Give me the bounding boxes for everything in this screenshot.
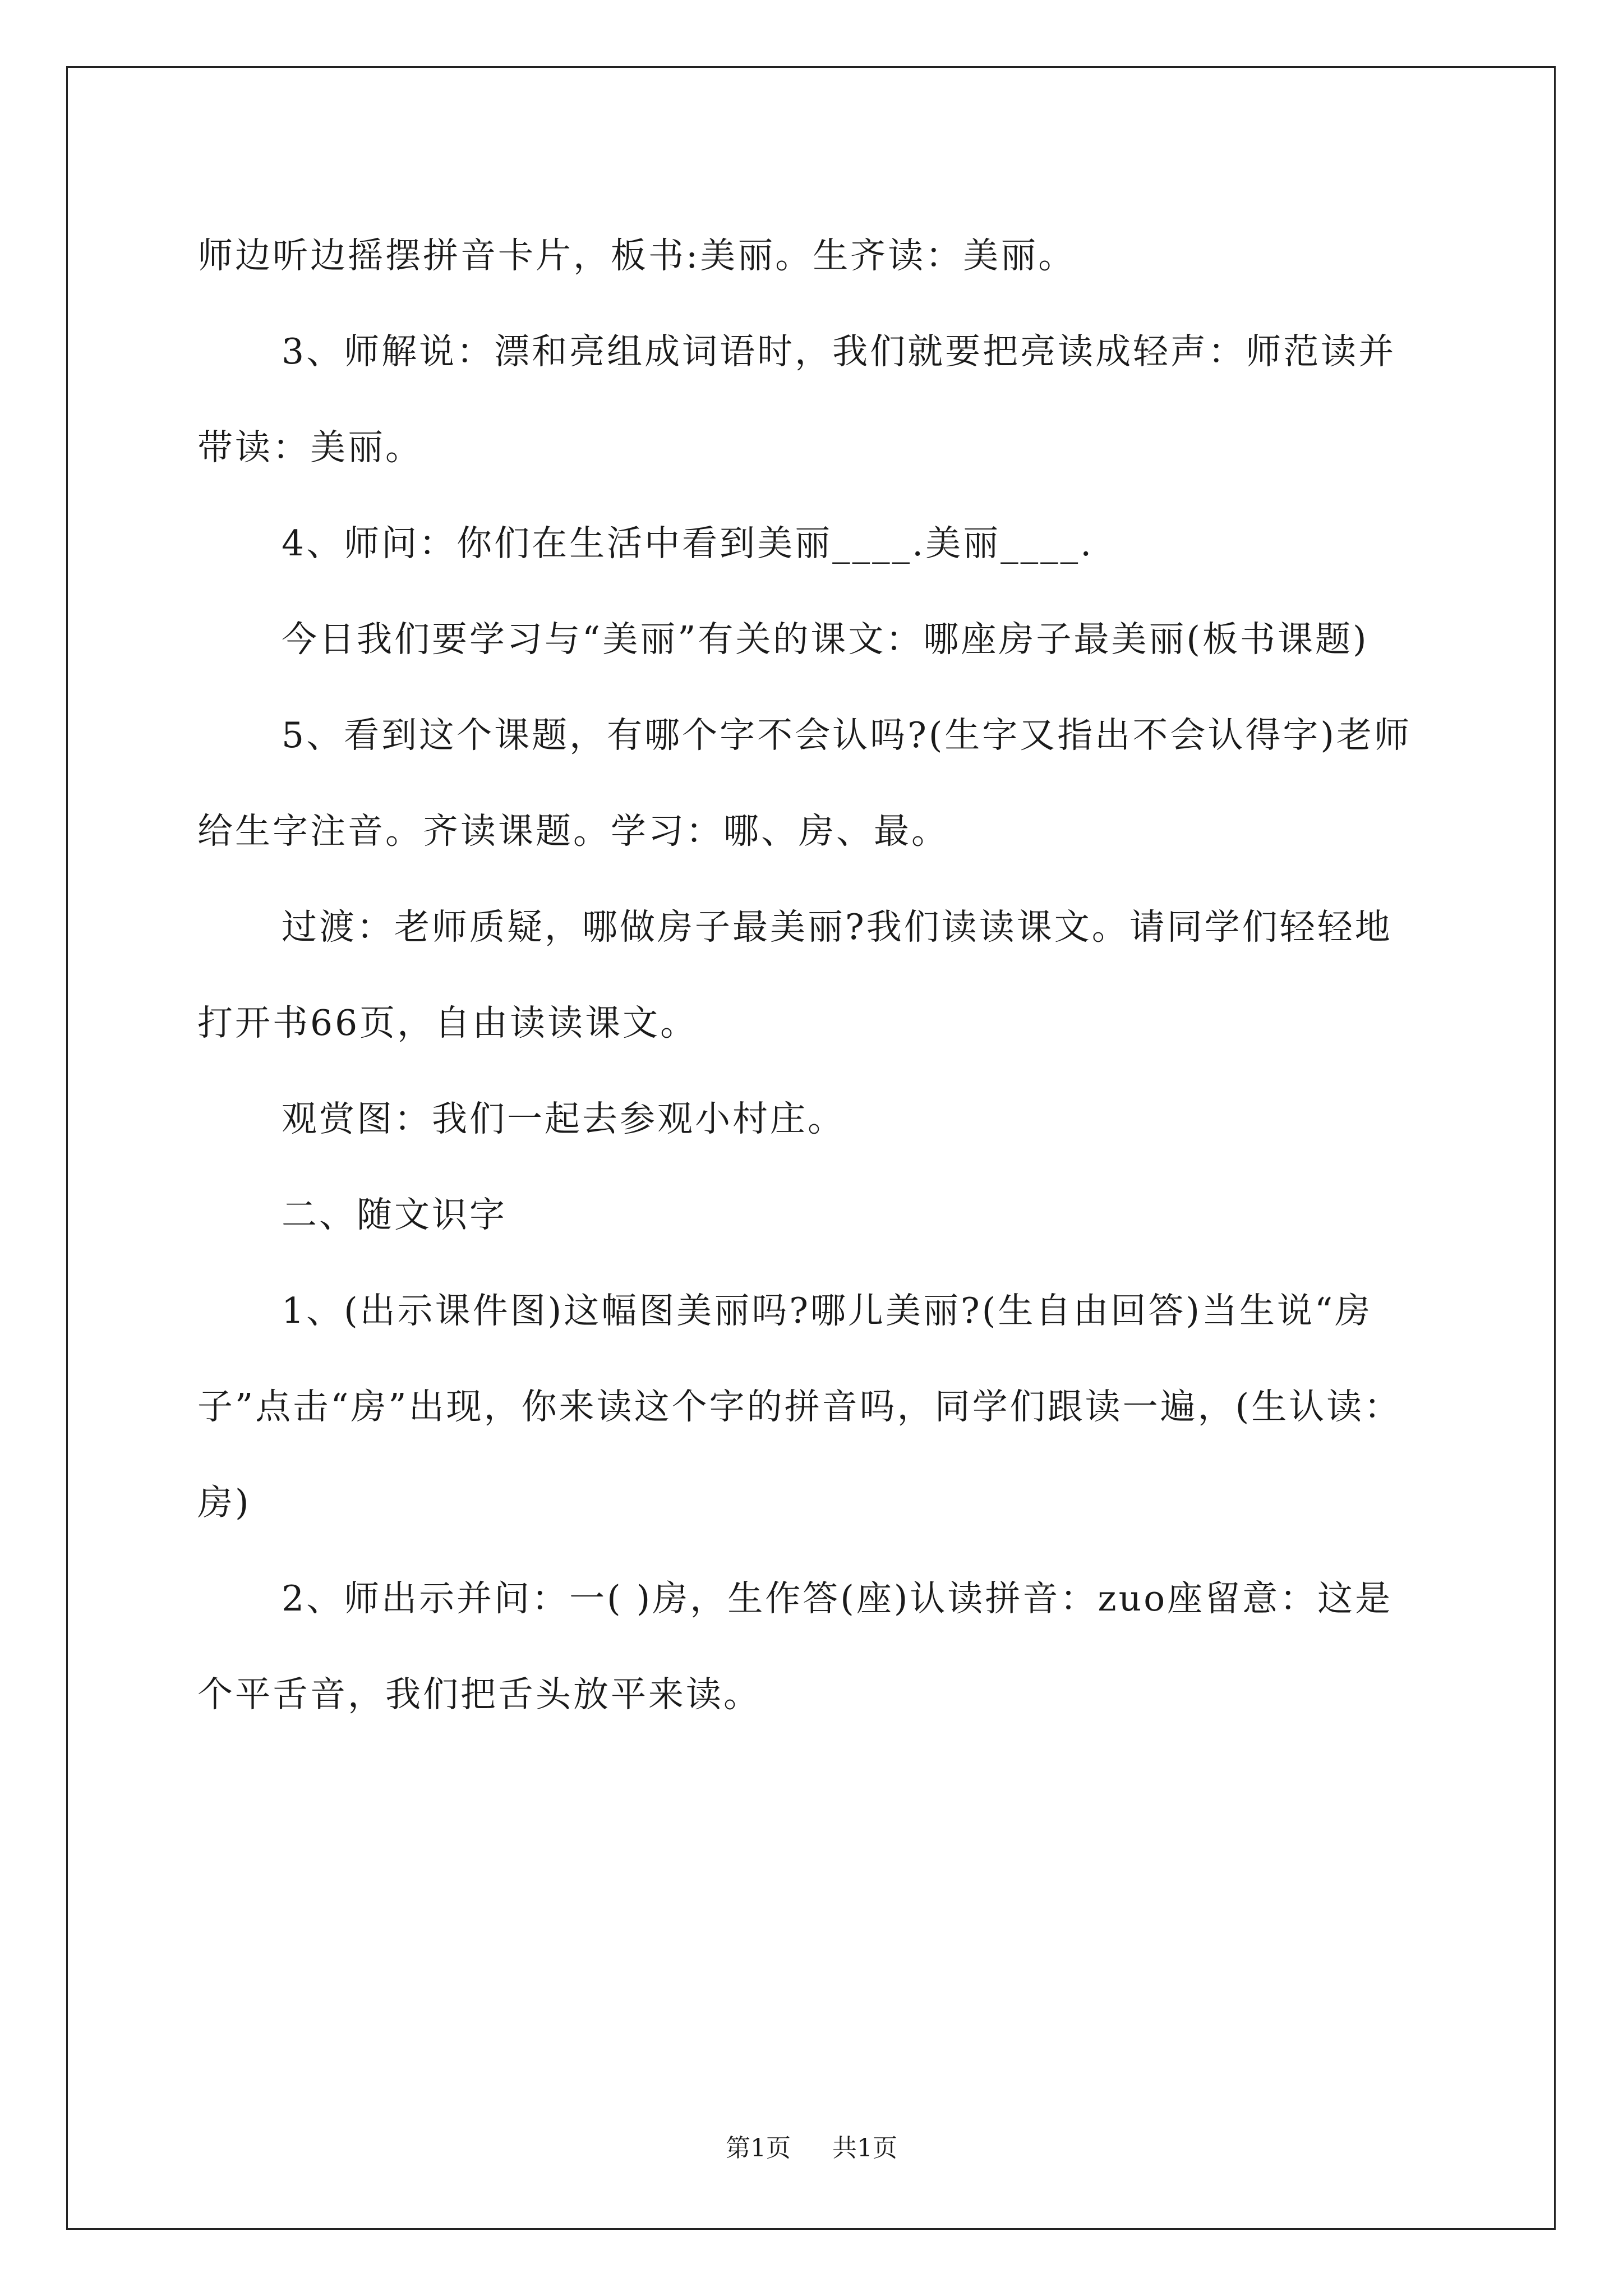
document-body	[197, 208, 1426, 1742]
paragraph-10: 2、师出示并问：一( )房，生作答(座)认读拼音：zuo座留意：这是个平舌音，我们把舌头放平来读。	[197, 1578, 1393, 1715]
paragraph-7: 观赏图：我们一起去参观小村庄。	[282, 1098, 845, 1139]
paragraph-2: 3、师解说：漂和亮组成词语时，我们就要把亮读成轻声：师范读并带读：美丽。	[197, 331, 1396, 468]
page-footer	[0, 2132, 1623, 2165]
paragraph-1: 师边听边摇摆拼音卡片，板书:美丽。生齐读：美丽。	[197, 235, 1076, 276]
paragraph-6: 过渡：老师质疑，哪做房子最美丽?我们读读课文。请同学们轻轻地打开书66页，自由读读课文。	[197, 907, 1393, 1043]
paragraph-3: 4、师问：你们在生活中看到美丽____.美丽____.	[282, 523, 1094, 564]
paragraph-5: 5、看到这个课题，有哪个字不会认吗?(生字又指出不会认得字)老师给生字注音。齐读课题。学习：哪、房、最。	[197, 715, 1412, 852]
page-number-current: 第1页	[726, 2134, 791, 2162]
page-number-total: 共1页	[832, 2134, 897, 2162]
paragraph-9: 1、(出示课件图)这幅图美丽吗?哪儿美丽?(生自由回答)当生说“房子”点击“房”出现，你来读这个字的拼音吗，同学们跟读一遍，(生认读：房)	[197, 1290, 1402, 1523]
paragraph-8: 二、随文识字	[282, 1194, 507, 1235]
paragraph-4: 今日我们要学习与“美丽”有关的课文：哪座房子最美丽(板书课题)	[282, 619, 1369, 660]
